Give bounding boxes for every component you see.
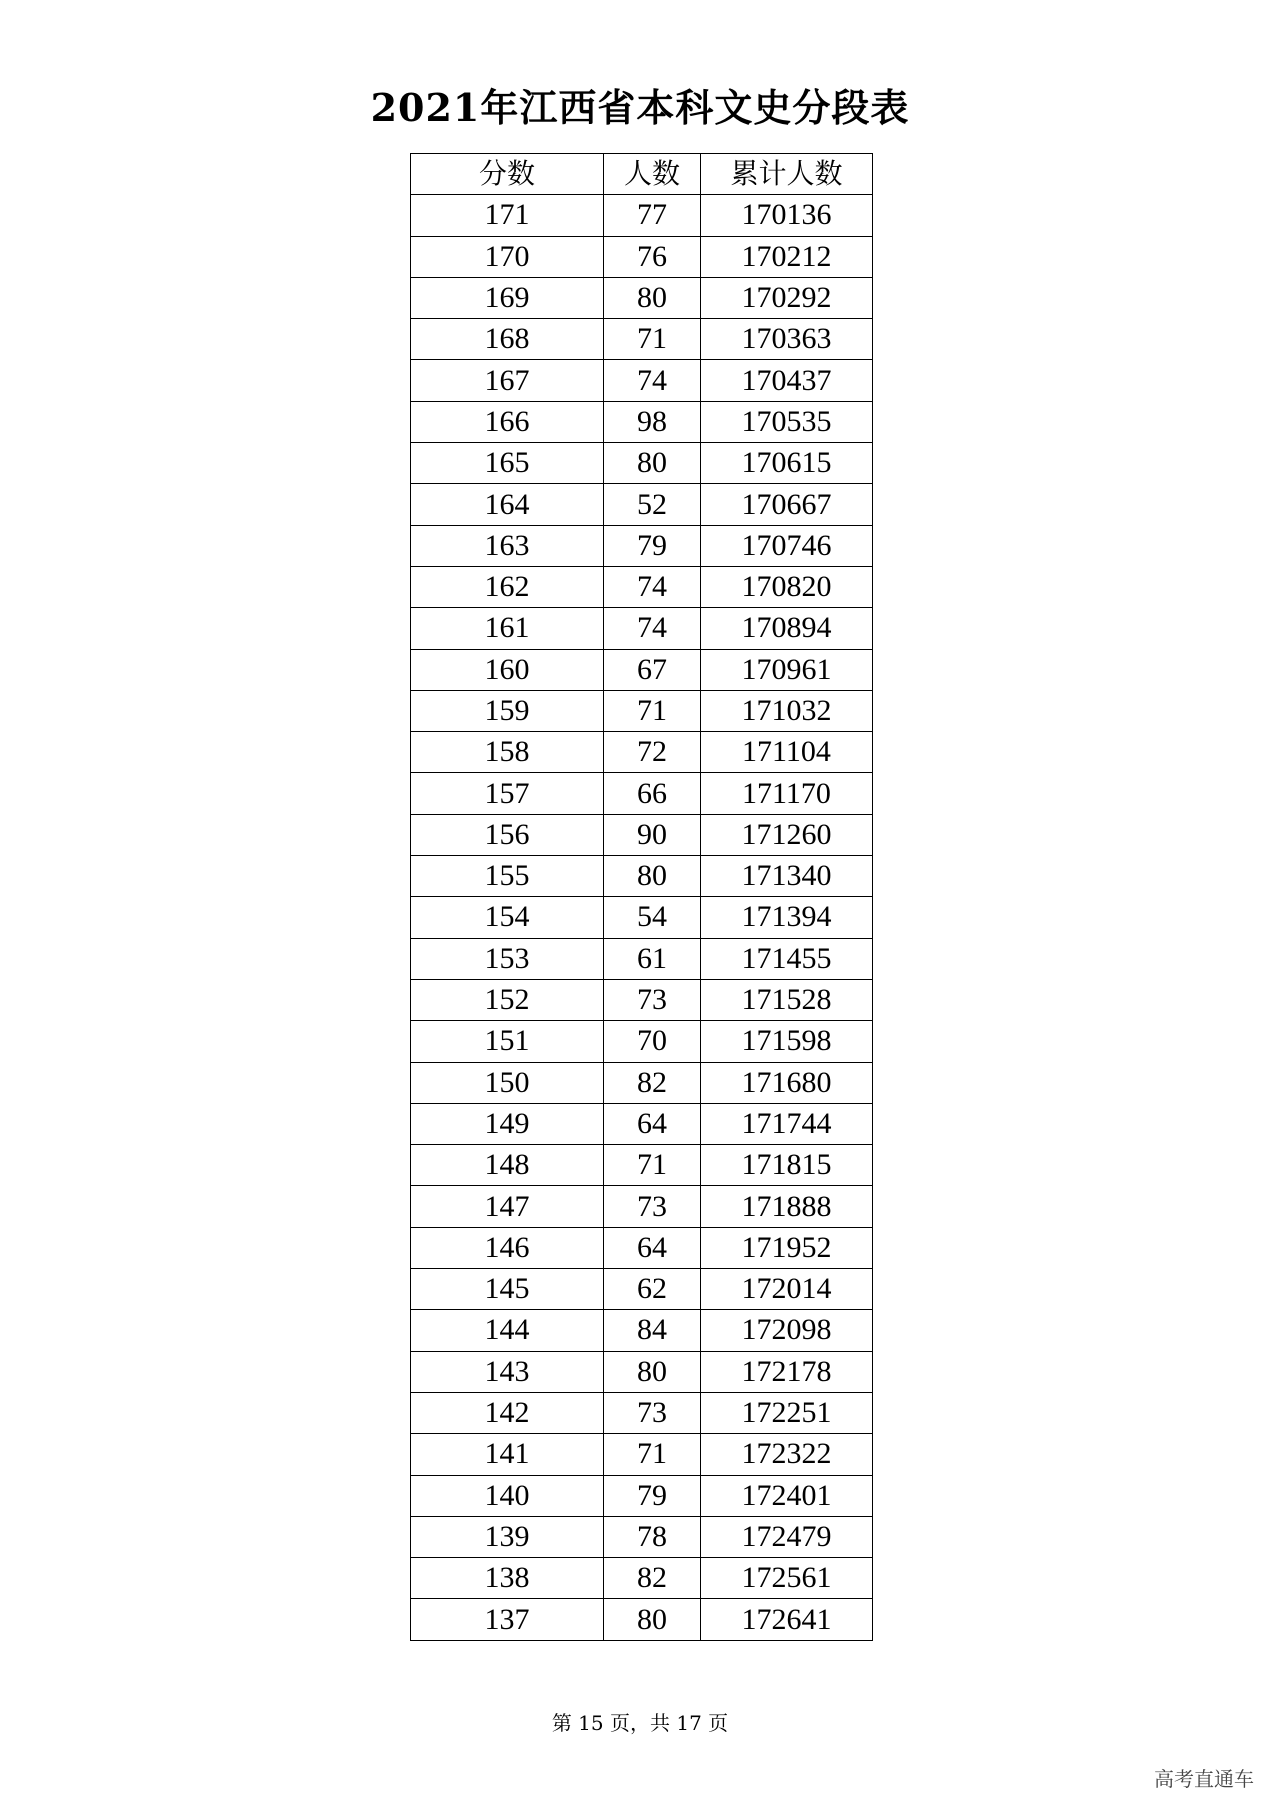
table-row <box>411 319 873 360</box>
count-cell: 84 <box>604 1310 701 1351</box>
score-cell: 145 <box>411 1269 604 1310</box>
score-cell: 159 <box>411 690 604 731</box>
cumulative-cell: 170961 <box>701 649 873 690</box>
cumulative-cell: 172641 <box>701 1599 873 1640</box>
cumulative-cell: 170667 <box>701 484 873 525</box>
score-cell: 155 <box>411 856 604 897</box>
cumulative-cell: 170212 <box>701 236 873 277</box>
count-cell: 80 <box>604 277 701 318</box>
count-cell: 71 <box>604 1145 701 1186</box>
cumulative-cell: 170363 <box>701 319 873 360</box>
score-cell: 142 <box>411 1392 604 1433</box>
count-cell: 80 <box>604 1351 701 1392</box>
count-cell: 64 <box>604 1103 701 1144</box>
count-cell: 90 <box>604 814 701 855</box>
table-row <box>411 814 873 855</box>
score-cell: 166 <box>411 401 604 442</box>
count-cell: 71 <box>604 319 701 360</box>
score-cell: 146 <box>411 1227 604 1268</box>
score-cell: 154 <box>411 897 604 938</box>
count-cell: 67 <box>604 649 701 690</box>
table-row <box>411 566 873 607</box>
cumulative-cell: 171104 <box>701 732 873 773</box>
page-title: 2021年江西省本科文史分段表 <box>370 85 910 130</box>
table-row <box>411 979 873 1020</box>
score-cell: 168 <box>411 319 604 360</box>
count-cell: 52 <box>604 484 701 525</box>
count-cell: 71 <box>604 690 701 731</box>
count-cell: 76 <box>604 236 701 277</box>
count-cell: 62 <box>604 1269 701 1310</box>
cumulative-cell: 171340 <box>701 856 873 897</box>
table-row <box>411 1103 873 1144</box>
column-header-score: 分数 <box>411 154 604 195</box>
table-row <box>411 443 873 484</box>
score-cell: 153 <box>411 938 604 979</box>
cumulative-cell: 171598 <box>701 1021 873 1062</box>
score-cell: 170 <box>411 236 604 277</box>
table-row <box>411 1021 873 1062</box>
column-header-count: 人数 <box>604 154 701 195</box>
score-cell: 158 <box>411 732 604 773</box>
cumulative-cell: 170615 <box>701 443 873 484</box>
table-row <box>411 1227 873 1268</box>
cumulative-cell: 170820 <box>701 566 873 607</box>
score-cell: 161 <box>411 608 604 649</box>
table-row <box>411 1145 873 1186</box>
count-cell: 54 <box>604 897 701 938</box>
table-row <box>411 525 873 566</box>
cumulative-cell: 172251 <box>701 1392 873 1433</box>
score-table <box>410 153 873 1641</box>
table-row <box>411 938 873 979</box>
count-cell: 80 <box>604 443 701 484</box>
cumulative-cell: 172014 <box>701 1269 873 1310</box>
score-cell: 149 <box>411 1103 604 1144</box>
count-cell: 74 <box>604 566 701 607</box>
table-row <box>411 1392 873 1433</box>
watermark: 高考直通车 <box>1154 1767 1254 1791</box>
cumulative-cell: 171744 <box>701 1103 873 1144</box>
cumulative-cell: 171170 <box>701 773 873 814</box>
page-number: 第 15 页，共 17 页 <box>551 1711 729 1735</box>
score-cell: 144 <box>411 1310 604 1351</box>
table-row <box>411 1062 873 1103</box>
cumulative-cell: 171455 <box>701 938 873 979</box>
score-cell: 167 <box>411 360 604 401</box>
table-row <box>411 484 873 525</box>
table-row <box>411 401 873 442</box>
count-cell: 73 <box>604 1392 701 1433</box>
score-cell: 156 <box>411 814 604 855</box>
score-cell: 140 <box>411 1475 604 1516</box>
score-cell: 139 <box>411 1516 604 1557</box>
cumulative-cell: 170894 <box>701 608 873 649</box>
count-cell: 72 <box>604 732 701 773</box>
cumulative-cell: 171888 <box>701 1186 873 1227</box>
score-cell: 141 <box>411 1434 604 1475</box>
count-cell: 64 <box>604 1227 701 1268</box>
score-cell: 171 <box>411 195 604 236</box>
table-row <box>411 1186 873 1227</box>
cumulative-cell: 171952 <box>701 1227 873 1268</box>
table-row <box>411 897 873 938</box>
table-row <box>411 773 873 814</box>
score-cell: 147 <box>411 1186 604 1227</box>
cumulative-cell: 171528 <box>701 979 873 1020</box>
count-cell: 73 <box>604 1186 701 1227</box>
count-cell: 79 <box>604 525 701 566</box>
cumulative-cell: 170292 <box>701 277 873 318</box>
count-cell: 80 <box>604 1599 701 1640</box>
column-header-cumulative: 累计人数 <box>701 154 873 195</box>
cumulative-cell: 170746 <box>701 525 873 566</box>
cumulative-cell: 171394 <box>701 897 873 938</box>
table-row <box>411 360 873 401</box>
count-cell: 77 <box>604 195 701 236</box>
score-cell: 137 <box>411 1599 604 1640</box>
count-cell: 61 <box>604 938 701 979</box>
score-cell: 164 <box>411 484 604 525</box>
cumulative-cell: 172098 <box>701 1310 873 1351</box>
count-cell: 71 <box>604 1434 701 1475</box>
table-header-row <box>411 154 873 195</box>
cumulative-cell: 172178 <box>701 1351 873 1392</box>
cumulative-cell: 172322 <box>701 1434 873 1475</box>
table-row <box>411 649 873 690</box>
score-cell: 148 <box>411 1145 604 1186</box>
count-cell: 74 <box>604 608 701 649</box>
table-row <box>411 1475 873 1516</box>
table-row <box>411 1558 873 1599</box>
count-cell: 80 <box>604 856 701 897</box>
score-cell: 138 <box>411 1558 604 1599</box>
score-cell: 157 <box>411 773 604 814</box>
cumulative-cell: 171815 <box>701 1145 873 1186</box>
table-row <box>411 856 873 897</box>
cumulative-cell: 172401 <box>701 1475 873 1516</box>
score-cell: 169 <box>411 277 604 318</box>
table-row <box>411 690 873 731</box>
score-cell: 151 <box>411 1021 604 1062</box>
table-row <box>411 277 873 318</box>
table-row <box>411 1516 873 1557</box>
count-cell: 66 <box>604 773 701 814</box>
count-cell: 82 <box>604 1558 701 1599</box>
score-cell: 162 <box>411 566 604 607</box>
count-cell: 82 <box>604 1062 701 1103</box>
table-row <box>411 608 873 649</box>
score-cell: 165 <box>411 443 604 484</box>
table-row <box>411 236 873 277</box>
count-cell: 70 <box>604 1021 701 1062</box>
cumulative-cell: 172479 <box>701 1516 873 1557</box>
cumulative-cell: 171260 <box>701 814 873 855</box>
count-cell: 74 <box>604 360 701 401</box>
table-body <box>411 195 873 1640</box>
count-cell: 98 <box>604 401 701 442</box>
table-row <box>411 732 873 773</box>
table-row <box>411 1269 873 1310</box>
table-row <box>411 1310 873 1351</box>
cumulative-cell: 172561 <box>701 1558 873 1599</box>
table-row <box>411 1351 873 1392</box>
table-row <box>411 1599 873 1640</box>
score-cell: 143 <box>411 1351 604 1392</box>
count-cell: 78 <box>604 1516 701 1557</box>
score-cell: 163 <box>411 525 604 566</box>
count-cell: 73 <box>604 979 701 1020</box>
score-cell: 150 <box>411 1062 604 1103</box>
cumulative-cell: 170437 <box>701 360 873 401</box>
cumulative-cell: 170535 <box>701 401 873 442</box>
score-cell: 160 <box>411 649 604 690</box>
table-row <box>411 195 873 236</box>
table-row <box>411 1434 873 1475</box>
count-cell: 79 <box>604 1475 701 1516</box>
cumulative-cell: 170136 <box>701 195 873 236</box>
cumulative-cell: 171680 <box>701 1062 873 1103</box>
score-cell: 152 <box>411 979 604 1020</box>
cumulative-cell: 171032 <box>701 690 873 731</box>
